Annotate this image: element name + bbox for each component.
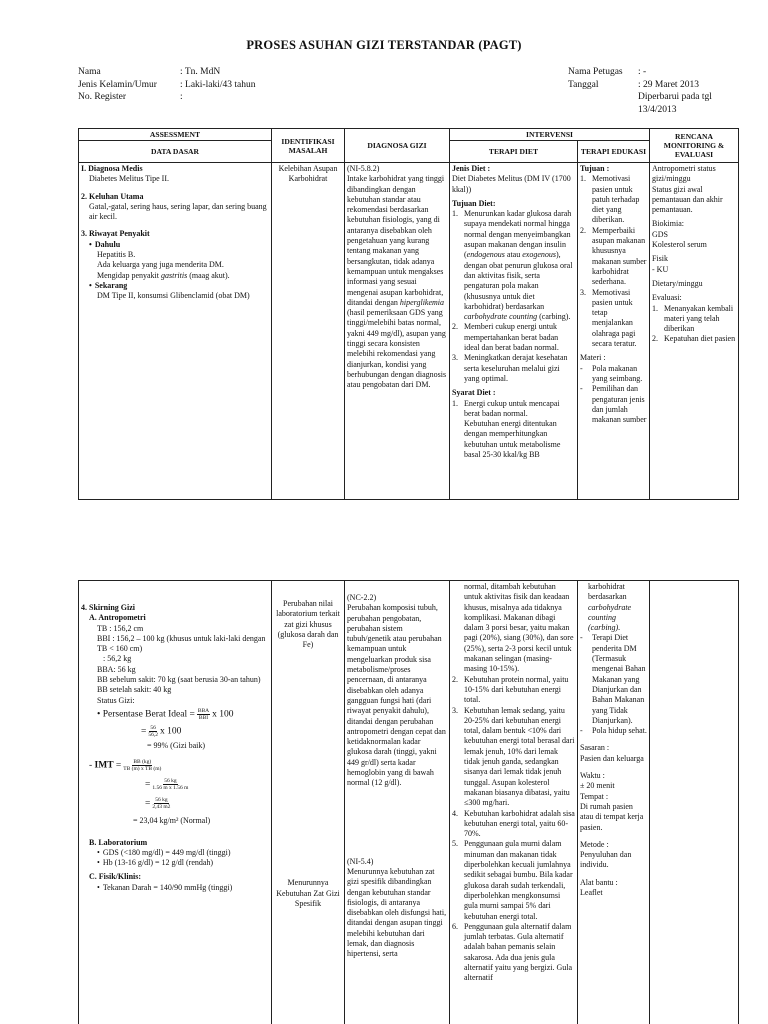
info-value: : Laki-laki/43 tahun [180, 79, 256, 90]
text: Ada keluarga yang juga menderita DM. [97, 260, 224, 270]
list-item: 5. Penggunaan gula murni dalam minuman dan makanan tidak diperbolehkan kecuali jumlahnya sedikit sebagai bumbu. Bila kadar glukosa darah sudah terkendali, diperbolehkan mengkonsumsi gula murni sampai 5% dari kebutuhan energi total. [452, 839, 573, 921]
table-header-row [79, 129, 739, 141]
text: Status Gizi: [97, 695, 135, 705]
text: Perubahan nilai laboratorium terkait zat gizi khusus (glukosa darah dan Fe) [276, 599, 340, 650]
text: ± 20 menit [580, 781, 615, 791]
table-row [79, 163, 739, 500]
text: - KU [652, 264, 669, 274]
patient-gender-age-row [78, 79, 378, 92]
data-dasar-header: DATA DASAR [79, 141, 272, 163]
patient-info [78, 66, 378, 104]
list-item: 2. Memberi cukup energi untuk mempertahankan berat badan ideal dan berat badan normal. [452, 322, 559, 353]
sub-heading: Sasaran : [580, 743, 610, 753]
date-row [568, 79, 758, 92]
formula-persen-step: = $\frac{56}{56,2}$ x 100 [141, 724, 182, 738]
text: Evaluasi: [652, 293, 682, 303]
text: (hasil pemeriksaan GDS yang tinggi/melebihi batas normal, yakni 449 mg/dl), asupan yang tinggi secara konsisten melebihi rekomendasi yang dianjurkan, kondisi yang berhubungan dengan diagnosis atau pengobatan dari DM. [347, 308, 447, 390]
diagnosa-cell [345, 163, 450, 500]
identifikasi-cell [272, 581, 345, 1024]
diagnosa-header: DIAGNOSA GIZI [345, 129, 450, 163]
list-item: 1. Memotivasi pasien untuk patuh terhadap diet yang diberikan. [580, 174, 640, 225]
text: • GDS (<180 mg/dl) = 449 mg/dl (tinggi) [81, 848, 269, 858]
text: Perubahan komposisi tubuh, perubahan pengobatan, perubahan sistem tubuh/genetik atau perubahan kemampuan untuk mengeluarkan produk sisa metabolisme/proses pencernaan, di antaranya disebabkan oleh adanya gangguan fungsi hati (dari riwayat penyakit dahulu), ditandai dengan perubahan antropometri dengan cepat dan ketidaknormalan kadar glukosa darah (tinggi, yakni 449 gr/dl) serta kadar hemoglobin yang di bawah normal (12 g/dl). [347, 603, 446, 788]
info-label: Nama [78, 67, 101, 77]
formula-imt-step-2: = $\frac{56 kg}{2,43 m2}$ [145, 797, 171, 811]
sub-heading: C. Fisik/Klinis: [89, 872, 142, 882]
diagnosis-code: (NC-2.2) [347, 593, 377, 602]
text: Di rumah pasien atau di tempat kerja pasien. [580, 801, 644, 832]
rencana-header: RENCANA MONITORING & EVALUASI [650, 129, 739, 163]
pagt-table-page-2 [78, 580, 739, 1024]
formula-persen-bbi: • Persentase Berat Ideal = $\frac{\text{BBA}}{\text{BBI}}$ x 100 [97, 707, 234, 721]
monitoring-cell [650, 163, 739, 500]
section-heading: 3. Riwayat Penyakit [81, 229, 150, 239]
diagnosis-code: (NI-5.4) [347, 856, 374, 866]
info-label: Jenis Kelamin/Umur [78, 79, 157, 90]
sub-heading: Tempat : [580, 791, 609, 801]
list-item: - Pola makanan yang seimbang. [580, 363, 643, 383]
identifikasi-cell: Kelebihan Asupan Karbohidrat [272, 163, 345, 500]
section-heading: 2. Keluhan Utama [81, 191, 144, 201]
officer-info [568, 66, 758, 116]
text: karbohidrat berdasarkan carbohydrate counting (carbing). [588, 582, 632, 633]
intervensi-header: INTERVENSI [450, 129, 650, 141]
list-item: - Terapi Diet penderita DM (Termasuk mengenai Bahan Makanan yang Dianjurkan dan Bahan Makanan yang Tidak Dianjurkan). [580, 633, 646, 725]
text: Menurunnya kebutuhan zat gizi spesifik dibandingkan dengan kebutuhan standar fisiologis, di antaranya disebabkan oleh disfungsi hati, ditandai dengan asupan tinggi melebihi kebutuhan dari lemak, dan diagnosis hipertensi, serta [347, 866, 447, 959]
patient-register-row [78, 91, 378, 104]
list-item: 1. Energi cukup untuk mencapai berat badan normal. Kebutuhan energi ditentukan dengan memperhitungkan kebutuhan untuk metabolisme basal 25-30 kkal/kg BB [452, 398, 561, 460]
text: Kolesterol serum [652, 240, 707, 250]
formula-imt-step-1: = $\frac{56 kg}{\text{1.56 m x 1.56 m}}$ [145, 778, 189, 792]
list-item: 6. Penggunaan gula alternatif dalam jumlah terbatas. Gula alternatif adalah bahan pemanis selain sakarosa. Ada dua jenis gula alternatif yaitu yang bergizi. Gula alternatif [452, 921, 573, 983]
sub-heading: Waktu : [580, 771, 605, 781]
text: GDS [652, 229, 669, 239]
formula-imt: - IMT = $\frac{BB (kg)}{\text{TB (m) x TB (m)}}$ [89, 759, 162, 773]
list-item: 1. Menurunkan kadar glukosa darah supaya mendekati normal hingga normal dengan menyeimbangkan asupan makanan dengan insulin (endogenous atau exogenous), dengan obat penurun glukosa oral dan aktivitas fisik, serta pengaturan pola makan (khususnya untuk diet karbohidrat) berdasarkan carbohydrate counting (carbing). [452, 209, 573, 322]
sub-heading: Metode : [580, 839, 609, 849]
terapi-diet-cell [450, 581, 578, 1024]
sub-heading: Tujuan Diet: [452, 198, 496, 208]
list-item: 1. Menanyakan kembali materi yang telah diberikan [652, 303, 734, 334]
info-label: Nama Petugas [568, 67, 623, 77]
pagt-table-page-1 [78, 128, 739, 500]
updated-date: 13/4/2013 [638, 104, 677, 115]
identifikasi-header: IDENTIFIKASI MASALAH [272, 129, 345, 163]
patient-name-row [78, 66, 378, 79]
info-value: : - [638, 67, 647, 77]
text: BB sebelum sakit: 70 kg (saat berusia 30-an tahun) [97, 675, 261, 685]
info-label: Tanggal [568, 79, 599, 90]
formula-persen-result: = 99% (Gizi baik) [147, 740, 206, 750]
list-item: 3. Kebutuhan lemak sedang, yaitu 20-25% dari kebutuhan energi total, dalam bentuk <10% dari kebutuhan energi total berasal dari lemak jenuh, 10% dari lemak tidak jenuh ganda, sedangkan sisanya dari lemak tidak jenuh tunggal. Asupan kolesterol makanan biasanya dibatasi, yaitu ≤300 mg/hari. [452, 705, 575, 808]
text: Antropometri status gizi/minggu [652, 164, 716, 184]
text: Biokimia: [652, 219, 684, 229]
data-dasar-cell [79, 163, 272, 500]
updated-date-row [568, 104, 758, 117]
updated-row [568, 91, 758, 104]
text: Leaflet [580, 888, 603, 898]
text: : 56,2 kg [103, 654, 132, 664]
text: Fisik [652, 254, 669, 264]
sub-heading: Materi : [580, 353, 606, 363]
info-value: : [180, 92, 183, 102]
sub-heading: • Sekarang [81, 281, 269, 291]
terapi-diet-cell [450, 163, 578, 500]
text: normal, ditambah kebutuhan untuk aktivitas fisik dan keadaan khusus, misalnya ada tidaknya komplikasi. Makanan dibagi dalam 3 porsi besar, yaitu makan pagi (20%), siang (30%), dan sore (25%), serta 2-3 porsi kecil untuk makanan selingan (masing-masing 10-15%). [464, 582, 574, 674]
text: BB setelah sakit: 40 kg [97, 685, 172, 695]
sub-heading: A. Antropometri [89, 613, 146, 623]
sub-heading: B. Laboratorium [89, 837, 148, 847]
list-item: - Pemilihan dan pengaturan jenis dan jumlah makanan sumber [580, 384, 647, 425]
data-dasar-cell [79, 581, 272, 1024]
text: Intake karbohidrat yang tinggi dibandingkan dengan kebutuhan standar atau rekomendasi berdasarkan kebutuhan fisiologis, yang di antaranya disebabkan oleh pengetahuan yang kurang tentang makanan yang bersangkutan, tidak adanya kemampuan untuk mengakses informasi yang sesuai mengenai asupan karbohidrat, ditandai dengan [347, 174, 445, 307]
list-item: 2. Memperbaiki asupan makanan khususnya makanan sumber karbohidrat sederhana. [580, 225, 647, 287]
terapi-edukasi-header: TERAPI EDUKASI [578, 141, 650, 163]
info-value: : 29 Maret 2013 [638, 79, 699, 90]
terapi-diet-header: TERAPI DIET [450, 141, 578, 163]
sub-heading: Jenis Diet : [452, 164, 491, 173]
text: DM Tipe II, konsumsi Glibenclamid (obat DM) [97, 291, 250, 301]
text: Gatal,-gatal, sering haus, sering lapar, dan sering buang air kecil. [89, 201, 267, 222]
text: TB : 156,2 cm [97, 623, 144, 633]
sub-heading: Syarat Diet : [452, 388, 496, 398]
info-label: No. Register [78, 92, 127, 102]
text: Penyuluhan dan individu. [580, 850, 632, 870]
formula-imt-result: = 23,04 kg/m² (Normal) [133, 816, 211, 826]
assessment-header: ASSESSMENT [79, 129, 272, 141]
text: BBI : 156,2 – 100 kg (khusus untuk laki-laki dengan TB < 160 cm) [97, 633, 266, 654]
text: Status gizi awal pemantauan dan akhir pemantauan. [652, 184, 723, 215]
officer-name-row [568, 66, 758, 79]
terapi-edukasi-cell [578, 581, 650, 1024]
monitoring-cell [650, 581, 739, 1024]
text: • Hb (13-16 g/dl) = 12 g/dl (rendah) [81, 858, 269, 868]
text: BBA: 56 kg [97, 664, 136, 674]
terapi-edukasi-cell [578, 163, 650, 500]
text: Diet Diabetes Melitus (DM IV (1700 kkal)) [452, 174, 571, 194]
text: Mengidap penyakit gastritis (maag akut). [97, 270, 230, 280]
list-item: 2. Kepatuhan diet pasien [652, 334, 736, 344]
list-item: 3. Memotivasi pasien untuk tetap menjalankan olahraga pagi secara teratur. [580, 287, 637, 349]
sub-heading: Tujuan : [580, 164, 610, 173]
section-heading: I. Diagnosa Medis [81, 164, 143, 173]
text: hiperglikemia [399, 297, 445, 307]
list-item: 3. Meningkatkan derajat kesehatan serta keseluruhan melalui gizi yang optimal. [452, 353, 568, 383]
text: Pasien dan keluarga [580, 753, 644, 763]
section-heading: 4. Skirning Gizi [81, 603, 136, 612]
diagnosis-code: (NI-5.8.2) [347, 164, 380, 173]
text: Dietary/minggu [652, 278, 703, 288]
diagnosa-cell [345, 581, 450, 1024]
updated-label: Diperbarui pada tgl [638, 92, 712, 102]
info-value: : Tn. MdN [180, 67, 221, 77]
list-item: 2. Kebutuhan protein normal, yaitu 10-15% dari kebutuhan energi total. [452, 674, 569, 705]
list-item: - Pola hidup sehat. [580, 726, 647, 736]
text: Menurunnya Kebutuhan Zat Gizi Spesifik [276, 878, 340, 909]
text: Hepatitis B. [97, 250, 136, 260]
document-title: PROSES ASUHAN GIZI TERSTANDAR (PAGT) [246, 38, 522, 52]
table-row [79, 581, 739, 1024]
list-item: 4. Kebutuhan karbohidrat adalah sisa kebutuhan energi total, yaitu 60-70%. [452, 808, 575, 839]
sub-heading: Alat bantu : [580, 877, 618, 887]
sub-heading: • Dahulu [81, 240, 269, 250]
text: • Tekanan Darah = 140/90 mmHg (tinggi) [81, 883, 269, 893]
text: Diabetes Melitus Tipe II. [89, 174, 169, 184]
